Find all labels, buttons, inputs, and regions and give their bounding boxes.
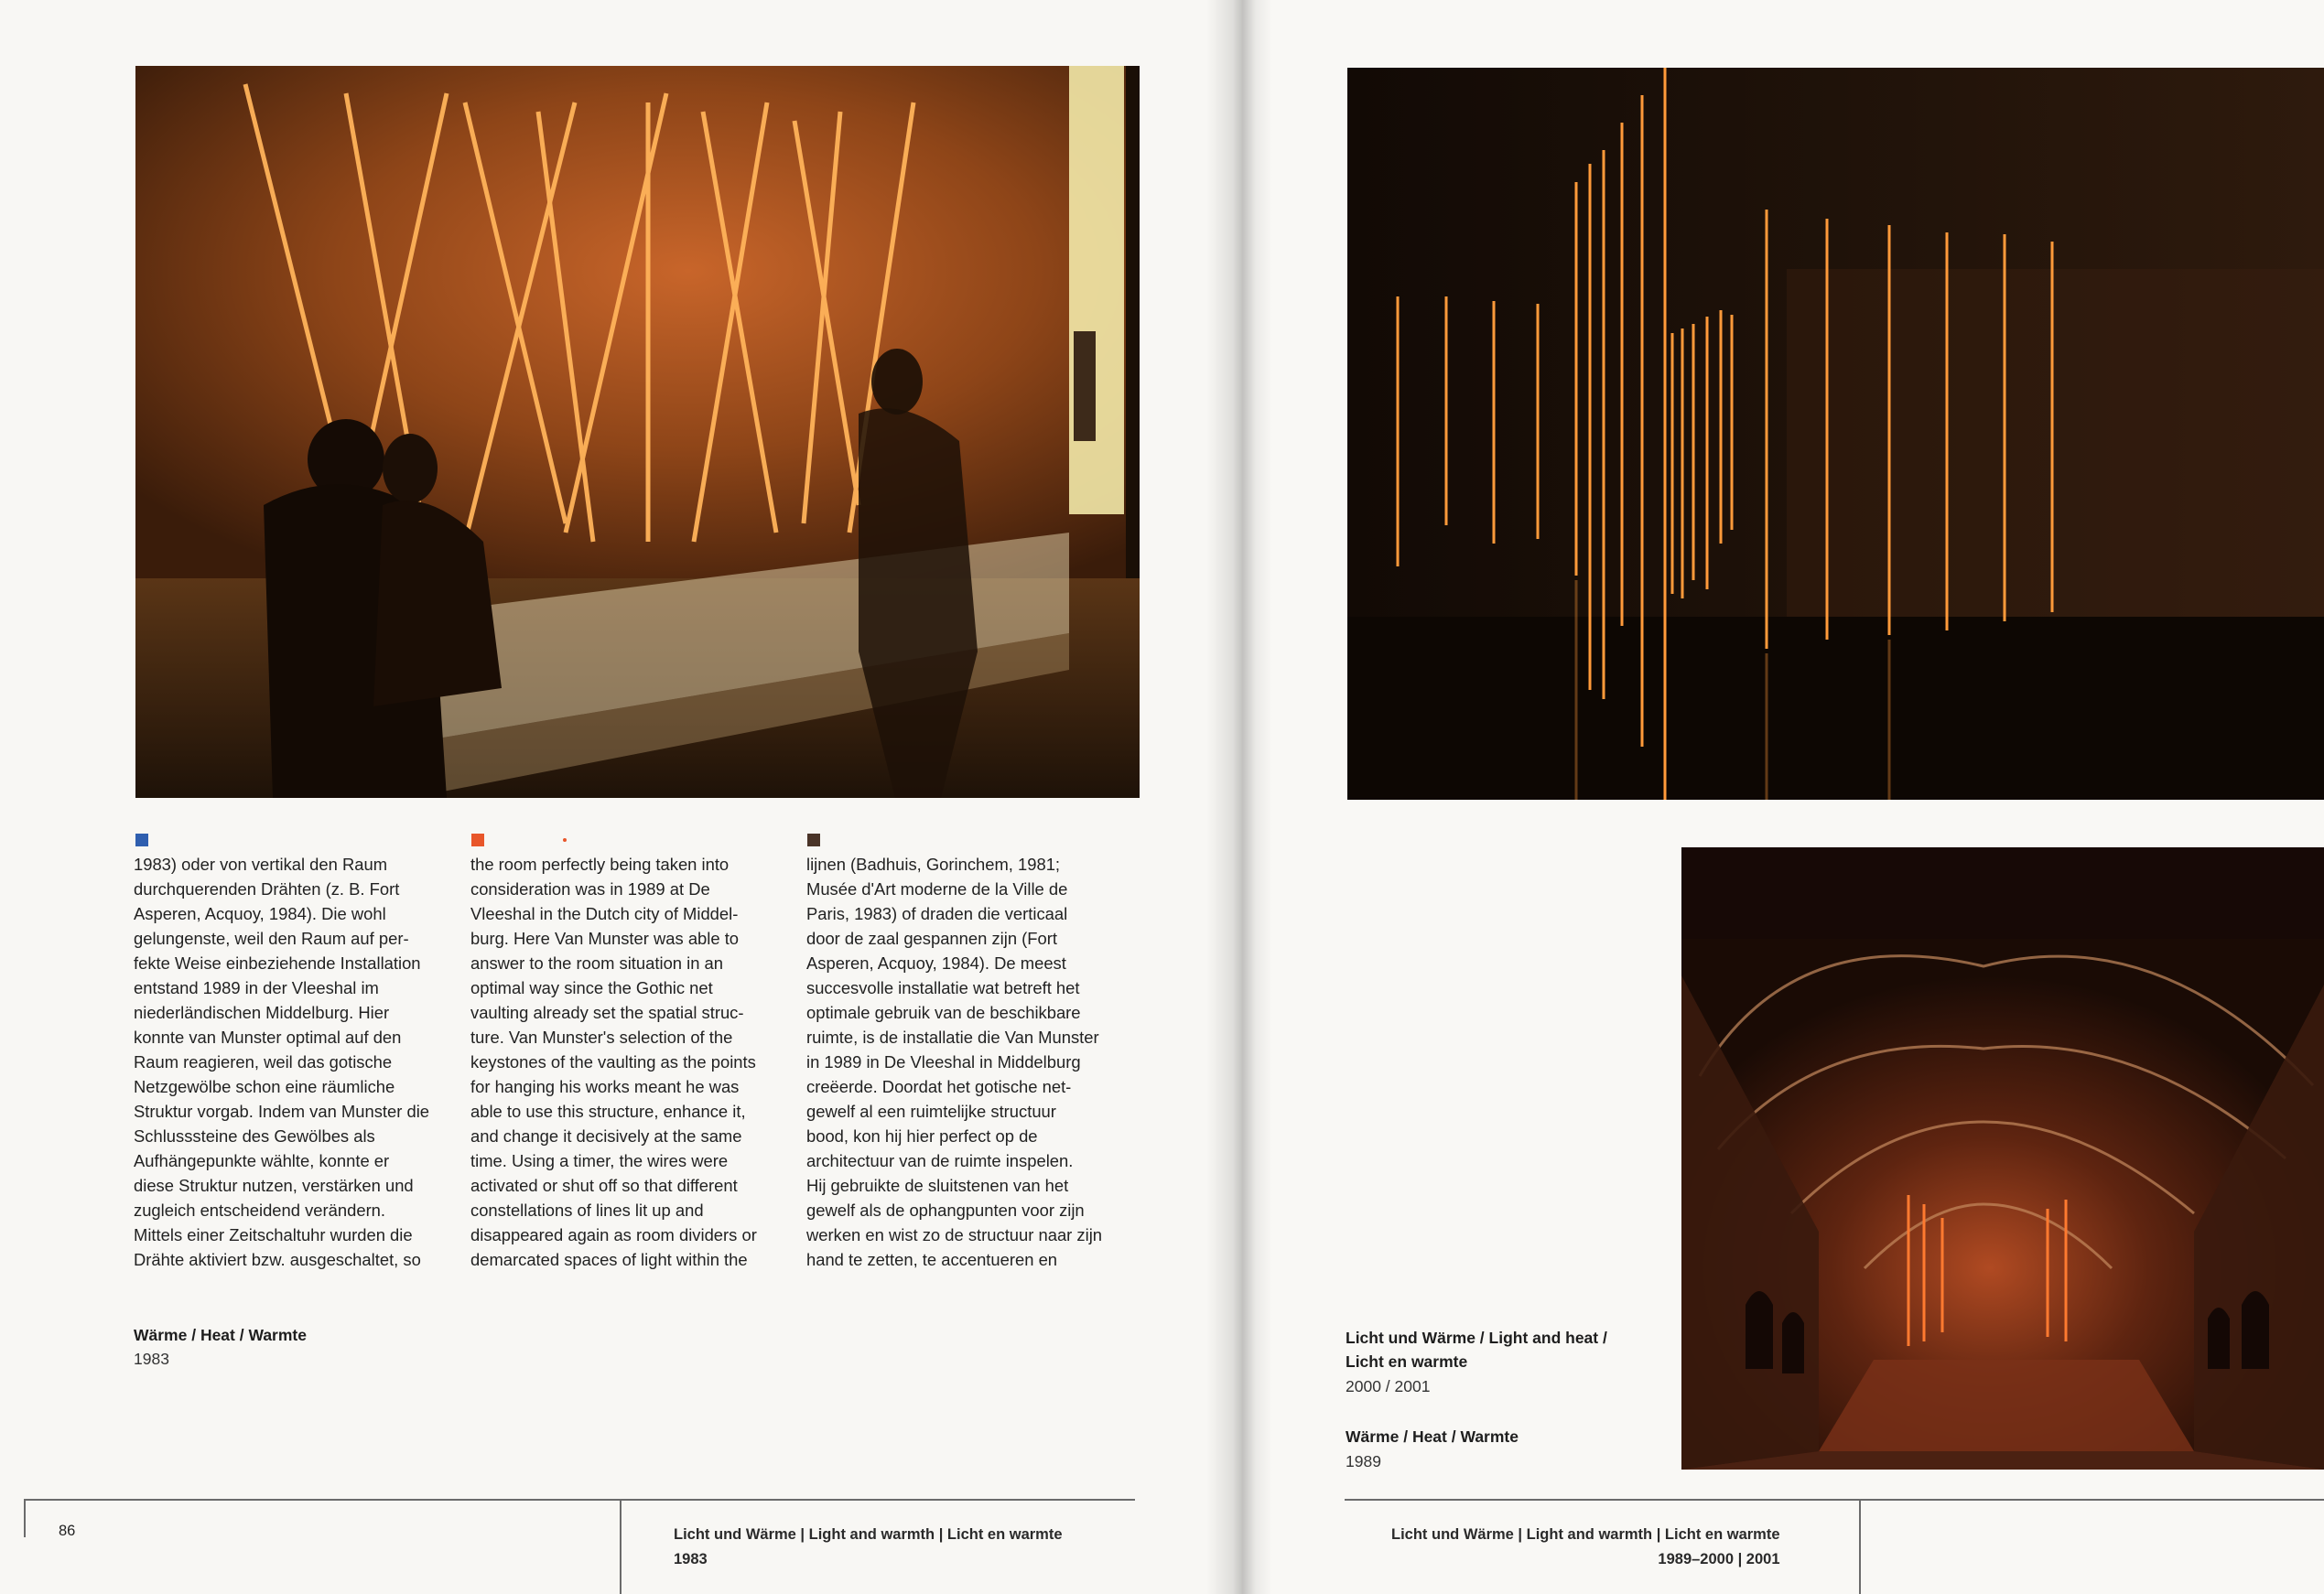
page-number: 86 — [59, 1523, 76, 1539]
photo-caption-title: Wärme / Heat / Warmte — [134, 1326, 307, 1344]
column-marker-brown — [807, 834, 820, 846]
footer-rule-left — [24, 1499, 26, 1537]
photo-vertical-neon-lines — [1347, 68, 2324, 800]
photo-neon-zigzag — [135, 66, 1140, 798]
book-gutter — [1206, 0, 1272, 1594]
footer-rule — [1345, 1499, 2324, 1501]
photo-caption-title-1: Licht und Wärme / Light and heat / Licht en warmte — [1346, 1329, 1607, 1371]
column-marker-blue — [135, 834, 148, 846]
column-marker-dot — [563, 838, 567, 842]
photo-caption-year-1: 2000 / 2001 — [1346, 1377, 1431, 1395]
photo-gothic-hall — [1681, 847, 2324, 1470]
running-footer — [674, 1523, 1063, 1572]
photo-caption-year: 1983 — [134, 1350, 169, 1368]
running-footer-title: Licht und Wärme | Light and warmth | Licht en warmte — [674, 1526, 1063, 1543]
text-column-dutch: lijnen (Badhuis, Gorinchem, 1981; Musée d'Art moderne de la Ville de Paris, 1983) of draden die verticaal door de zaal gespannen zijn (Fort Asperen, Acquoy, 1984). De meest succesvolle installatie wat betreft het optimale gebruik van de beschikbare ruimte, is de installatie die Van Munster in 1989 in De Vleeshal in Middelburg creëerde. Doordat het gotische net- gewelf al een ruimtelijke structuur bood, kon hij hier perfect op de architectuur van de ruimte inspelen. Hij gebruikte de sluitstenen van het gewelf als de ophangpunten voor zijn werken en wist zo de structuur naar zijn hand te zetten, te accentueren en — [806, 855, 1103, 1269]
running-footer-year: 1989–2000 | 2001 — [1658, 1551, 1780, 1567]
footer-rule — [24, 1499, 1135, 1501]
right-page — [1238, 0, 2324, 1594]
text-column-english: the room perfectly being taken into consideration was in 1989 at De Vleeshal in the Dutch city of Middel- burg. Here Van Munster was able to answer to the room situation in an optimal way since the Gothic net vaulting already set the spatial struc- ture. Van Munster's selection of the keystones of the vaulting as the points for hanging his works meant he was able to use this structure, enhance it, and change it decisively at the same time. Using a timer, the wires were activated or shut off so that different constellations of lines lit up and disappeared again as room dividers or demarcated spaces of light within the — [470, 855, 757, 1269]
photo-caption-year-2: 1989 — [1346, 1452, 1381, 1470]
running-footer-title: Licht und Wärme | Light and warmth | Licht en warmte — [1391, 1526, 1780, 1543]
running-footer — [1391, 1523, 1780, 1572]
photo-caption-title-2: Wärme / Heat / Warmte — [1346, 1427, 1519, 1446]
text-column-german: 1983) oder von vertikal den Raum durchquerenden Drähten (z. B. Fort Asperen, Acquoy, 1984). Die wohl gelungenste, weil den Raum auf per- fekte Weise einbeziehende Installation entstand 1989 in der Vleeshal im niederländischen Middelburg. Hier konnte van Munster optimal auf den Raum reagieren, weil das gotische Netzgewölbe schon eine räumliche Struktur vorgab. Indem van Munster die Schlusssteine des Gewölbes als Aufhängepunkte wählte, konnte er diese Struktur nutzen, verstärken und zugleich entscheidend verändern. Mittels einer Zeitschaltuhr wurden die Drähte aktiviert bzw. ausgeschaltet, so — [134, 855, 430, 1269]
running-footer-year: 1983 — [674, 1551, 708, 1567]
footer-divider — [1859, 1499, 1861, 1594]
column-marker-orange — [471, 834, 484, 846]
footer-divider — [620, 1499, 622, 1594]
